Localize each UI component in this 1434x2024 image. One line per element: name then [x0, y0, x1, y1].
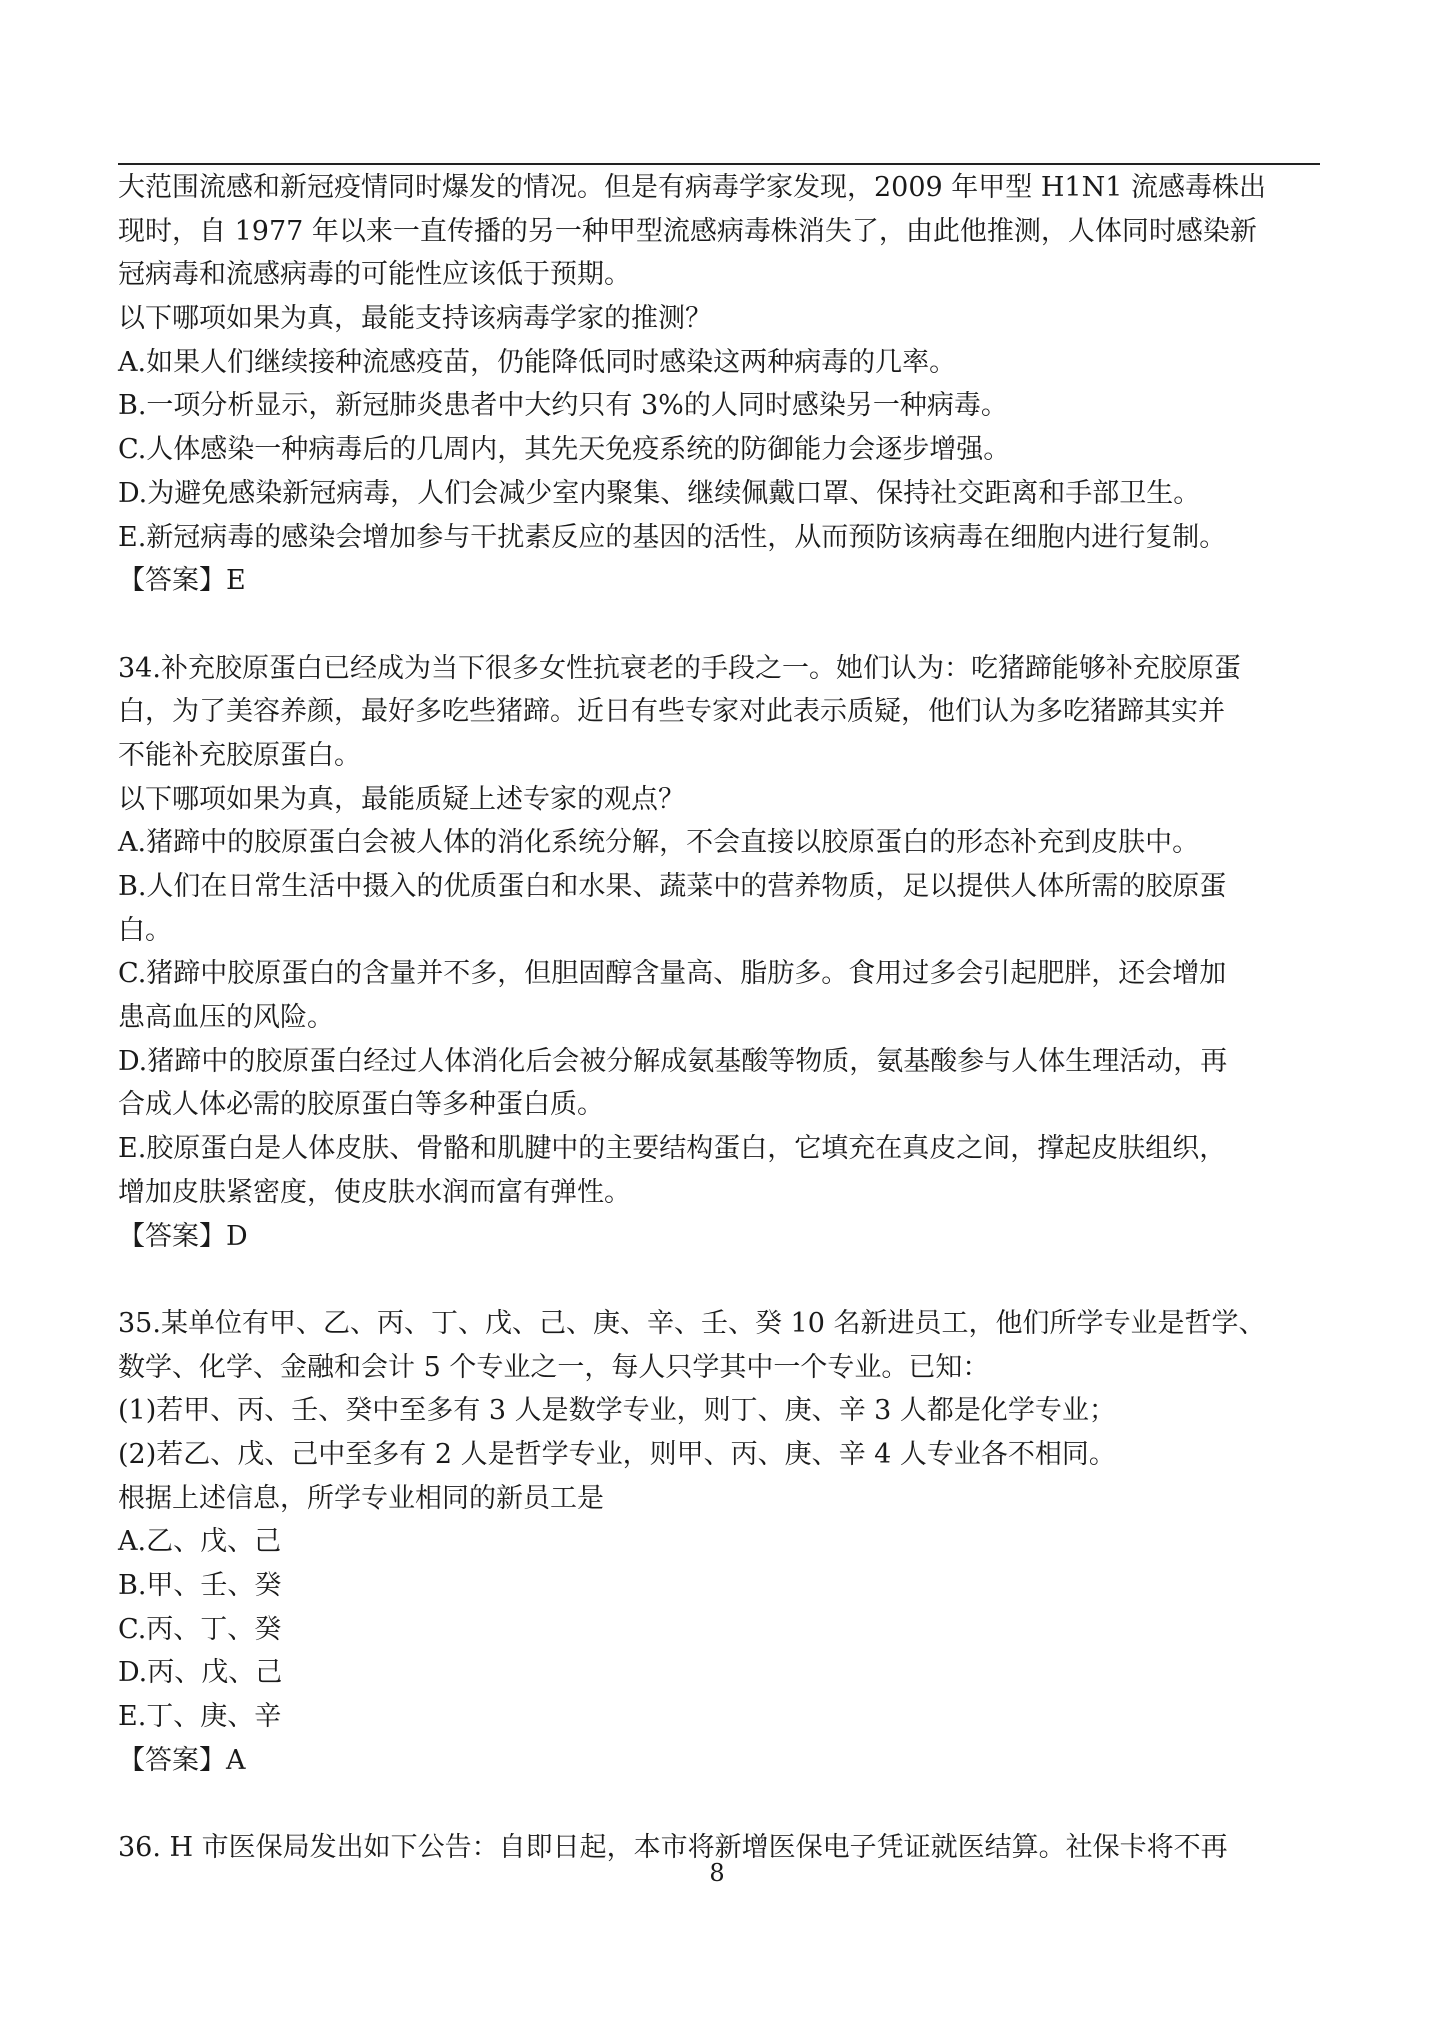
question-34-text: 34.补充胶原蛋白已经成为当下很多女性抗衰老的手段之一。她们认为：吃猪蹄能够补充胶原蛋: [118, 652, 1241, 684]
text-line: 白，为了美容养颜，最好多吃些猪蹄。近日有些专家对此表示质疑，他们认为多吃猪蹄其实并: [118, 696, 1225, 728]
option-e-cont: 增加皮肤紧密度，使皮肤水润而富有弹性。: [118, 1176, 631, 1208]
question-prompt: 根据上述信息，所学专业相同的新员工是: [118, 1482, 604, 1514]
blank-line: [118, 1258, 1328, 1302]
option-e: E.新冠病毒的感染会增加参与干扰素反应的基因的活性，从而预防该病毒在细胞内进行复制。: [118, 521, 1227, 553]
option-c: C.猪蹄中胶原蛋白的含量并不多，但胆固醇含量高、脂肪多。食用过多会引起肥胖，还会增加: [118, 958, 1227, 990]
option-c-cont: 患高血压的风险。: [118, 1002, 334, 1034]
page-number: 8: [709, 1859, 725, 1887]
blank-line: [118, 1782, 1328, 1826]
option-c: C.人体感染一种病毒后的几周内，其先天免疫系统的防御能力会逐步增强。: [118, 434, 1011, 466]
text-line: 现时，自 1977 年以来一直传播的另一种甲型流感病毒株消失了，由此他推测，人体同时感染新: [118, 215, 1257, 247]
question-35-text: 35.某单位有甲、乙、丙、丁、戊、己、庚、辛、壬、癸 10 名新进员工，他们所学专业是哲学、: [118, 1307, 1266, 1339]
condition-2: (2)若乙、戊、己中至多有 2 人是哲学专业，则甲、丙、庚、辛 4 人专业各不相同。: [118, 1438, 1116, 1470]
question-36-text: 36. H 市医保局发出如下公告：自即日起，本市将新增医保电子凭证就医结算。社保卡将不再: [118, 1832, 1228, 1864]
option-e: E.丁、庚、辛: [118, 1701, 282, 1733]
option-d: D.丙、戊、己: [118, 1657, 283, 1689]
option-d-cont: 合成人体必需的胶原蛋白等多种蛋白质。: [118, 1089, 604, 1121]
text-line: 数学、化学、金融和会计 5 个专业之一，每人只学其中一个专业。已知：: [118, 1351, 990, 1383]
text-line: 大范围流感和新冠疫情同时爆发的情况。但是有病毒学家发现，2009 年甲型 H1N1 流感毒株出: [118, 172, 1266, 203]
option-a: A.如果人们继续接种流感疫苗，仍能降低同时感染这两种病毒的几率。: [118, 346, 957, 378]
answer-line: 【答案】E: [118, 565, 246, 597]
option-d: D.猪蹄中的胶原蛋白经过人体消化后会被分解成氨基酸等物质，氨基酸参与人体生理活动，再: [118, 1045, 1228, 1077]
blank-line: [118, 603, 1328, 647]
option-a: A.乙、戊、己: [118, 1526, 282, 1558]
question-prompt: 以下哪项如果为真，最能质疑上述专家的观点？: [118, 783, 685, 815]
page-body: [118, 166, 1328, 1870]
condition-1: (1)若甲、丙、壬、癸中至多有 3 人是数学专业，则丁、庚、辛 3 人都是化学专业；: [118, 1395, 1116, 1427]
option-c: C.丙、丁、癸: [118, 1613, 282, 1645]
answer-line: 【答案】A: [118, 1744, 246, 1776]
option-a: A.猪蹄中的胶原蛋白会被人体的消化系统分解，不会直接以胶原蛋白的形态补充到皮肤中。: [118, 827, 1200, 859]
text-line: 不能补充胶原蛋白。: [118, 739, 361, 771]
option-e: E.胶原蛋白是人体皮肤、骨骼和肌腱中的主要结构蛋白，它填充在真皮之间，撑起皮肤组织，: [118, 1133, 1227, 1165]
option-d: D.为避免感染新冠病毒，人们会减少室内聚集、继续佩戴口罩、保持社交距离和手部卫生。: [118, 477, 1201, 509]
text-line: 冠病毒和流感病毒的可能性应该低于预期。: [118, 259, 631, 291]
question-prompt: 以下哪项如果为真，最能支持该病毒学家的推测？: [118, 303, 712, 335]
option-b: B.一项分析显示，新冠肺炎患者中大约只有 3%的人同时感染另一种病毒。: [118, 390, 1008, 422]
header-rule: [118, 163, 1320, 165]
option-b: B.甲、壬、癸: [118, 1570, 282, 1601]
answer-line: 【答案】D: [118, 1220, 248, 1252]
option-b-cont: 白。: [118, 914, 172, 946]
option-b: B.人们在日常生活中摄入的优质蛋白和水果、蔬菜中的营养物质，足以提供人体所需的胶原蛋: [118, 871, 1227, 902]
